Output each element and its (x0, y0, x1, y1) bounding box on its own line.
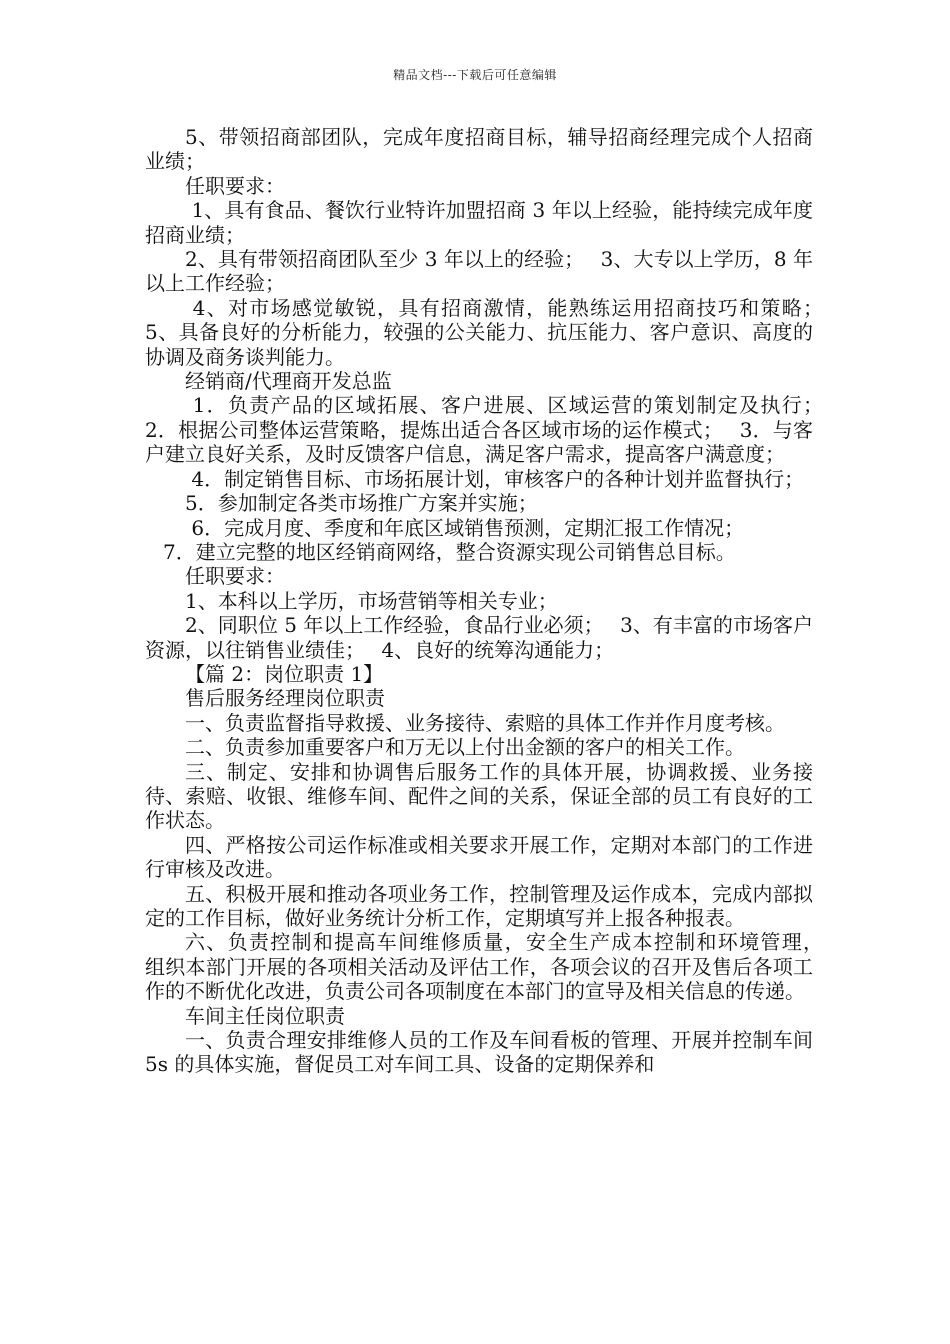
paragraph: 1．负责产品的区域拓展、客户进展、区域运营的策划制定及执行； 2．根据公司整体运营策略，提炼出适合各区域市场的运作模式； 3．与客户建立良好关系，及时反馈客户信息，满足客户需求，提高客户满意度； (145, 393, 840, 467)
paragraph: 任职要求： (185, 173, 285, 198)
paragraph: 4．制定销售目标、市场拓展计划，审核客户的各种计划并监督执行； (185, 466, 805, 491)
paragraph: 7．建立完整的地区经销商网络，整合资源实现公司销售总目标。 (163, 539, 736, 564)
paragraph: 2、具有带领招商团队至少 3 年以上的经验； 3、大专以上学历，8 年以上工作经验； (145, 247, 813, 296)
paragraph: 6．完成月度、季度和年底区域销售预测，定期汇报工作情况； (185, 515, 745, 540)
paragraph: 5、带领招商部团队，完成年度招商目标，辅导招商经理完成个人招商业绩； (145, 125, 813, 174)
paragraph: 四、严格按公司运作标准或相关要求开展工作，定期对本部门的工作进行审核及改进。 (145, 832, 813, 882)
paragraph: 三、制定、安排和协调售后服务工作的具体开展，协调救援、业务接待、索赔、收银、维修车间、配件之间的关系，保证全部的员工有良好的工作状态。 (145, 759, 813, 833)
paragraph: 5．参加制定各类市场推广方案并实施； (185, 491, 538, 516)
paragraph: 二、负责参加重要客户和万无以上付出金额的客户的相关工作。 (185, 735, 745, 760)
section-title: 经销商/代理商开发总监 (185, 369, 392, 394)
section-title: 售后服务经理岗位职责 (185, 686, 385, 711)
paragraph: 五、积极开展和推动各项业务工作，控制管理及运作成本，完成内部拟定的工作目标，做好业务统计分析工作，定期填写并上报各种报表。 (145, 881, 813, 930)
paragraph: 一、负责合理安排维修人员的工作及车间看板的管理、开展并控制车间 5s 的具体实施，督促员工对车间工具、设备的定期保养和 (145, 1028, 820, 1077)
paragraph: 1、本科以上学历，市场营销等相关专业； (185, 588, 558, 613)
paragraph: 1、具有食品、餐饮行业特许加盟招商 3 年以上经验，能持续完成年度招商业绩； (145, 198, 813, 247)
paragraph: 一、负责监督指导救援、业务接待、索赔的具体工作并作月度考核。 (185, 710, 785, 735)
paragraph: 六、负责控制和提高车间维修质量，安全生产成本控制和环境管理， 组织本部门开展的各项相关活动及评估工作，各项会议的召开及售后各项工作的不断优化改进，负责公司各项制度在本部门的宣导及相关信息的传递。 (145, 930, 833, 1004)
paragraph: 4、对市场感觉敏锐，具有招商激情，能熟练运用招商技巧和策略； 5、具备良好的分析能力，较强的公关能力、抗压能力、客户意识、高度的协调及商务谈判能力。 (145, 295, 840, 369)
paragraph: 2、同职位 5 年以上工作经验，食品行业必须； 3、有丰富的市场客户资源，以往销售业绩佳； 4、良好的统筹沟通能力； (145, 613, 813, 662)
document-body (145, 125, 840, 1077)
paragraph: 任职要求： (185, 564, 285, 589)
section-title: 【篇 2：岗位职责 1】 (185, 661, 384, 686)
section-title: 车间主任岗位职责 (185, 1003, 345, 1028)
page-header: 精品文档---下载后可任意编辑 (393, 68, 557, 82)
